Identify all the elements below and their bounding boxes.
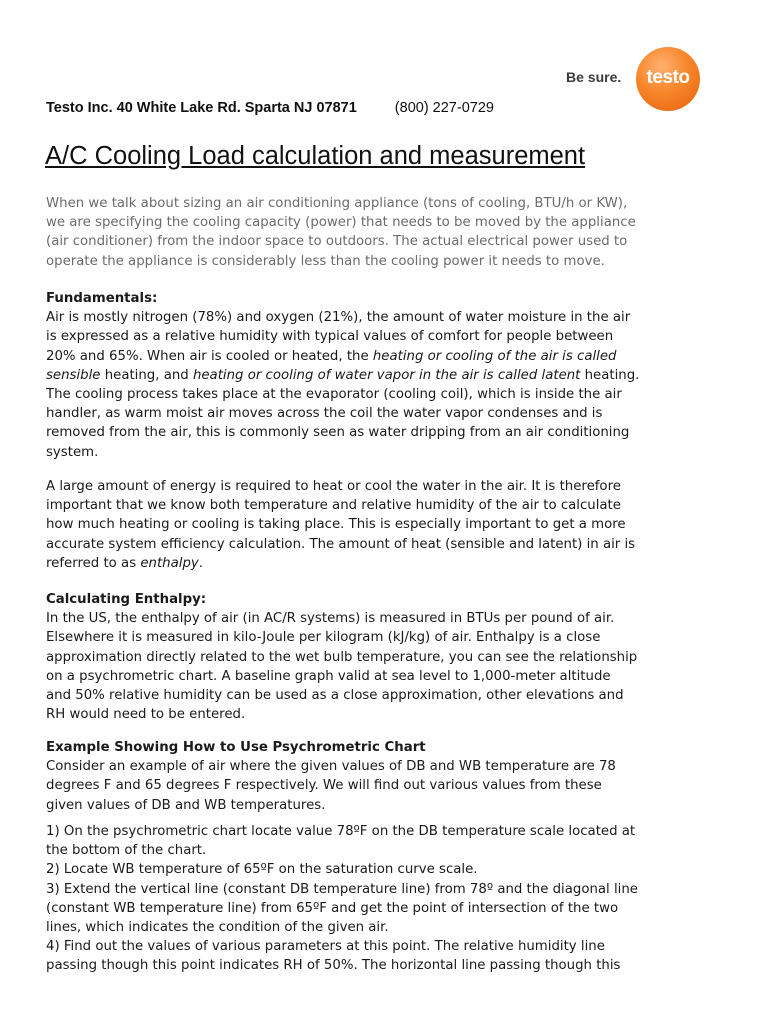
italic-text: heating or cooling of water vapor in the air is called latent	[192, 367, 581, 383]
step-line: 2) Locate WB temperature of 65ºF on the saturation curve scale.	[46, 862, 478, 878]
step-line: (constant WB temperature line) from 65ºF and get the point of intersection of the two	[46, 900, 619, 916]
step-line: the bottom of the chart.	[46, 843, 207, 859]
example-heading: Example Showing How to Use Psychrometric Chart	[46, 740, 426, 755]
step-line: 3) Extend the vertical line (constant DB temperature line) from 78º and the diagonal line	[46, 881, 638, 897]
enthalpy-section	[46, 590, 736, 724]
body-line: and 50% relative humidity can be used as a close approximation, other elevations and	[46, 688, 624, 704]
body-line: removed from the air, this is commonly seen as water dripping from an air conditioning	[46, 425, 630, 441]
fundamentals-heading: Fundamentals:	[46, 291, 158, 306]
body-line: degrees F and 65 degrees F respectively. We will find out various values from these	[46, 778, 602, 794]
body-line: given values of DB and WB temperatures.	[46, 797, 326, 813]
logo-brand: testo	[646, 67, 690, 88]
step-line: 1) On the psychrometric chart locate value 78ºF on the DB temperature scale located at	[46, 824, 636, 839]
body-line: Elsewhere it is measured in kilo-Joule per kilogram (kJ/kg) of air. Enthalpy is a close	[46, 630, 601, 646]
body-line: how much heating or cooling is taking place. This is especially important to get a more	[46, 517, 626, 533]
body-line: is expressed as a relative humidity with typical values of comfort for people between	[46, 329, 614, 345]
example-section	[46, 738, 736, 815]
fundamentals-section	[46, 289, 736, 462]
enthalpy-heading: Calculating Enthalpy:	[46, 592, 207, 607]
company-phone: (800) 227-0729	[394, 100, 494, 116]
steps-list	[46, 822, 736, 976]
intro-line: operate the appliance is considerably less than the cooling power it needs to move.	[46, 253, 605, 269]
body-line: accurate system efficiency calculation. The amount of heat (sensible and latent) in air is	[46, 536, 636, 552]
logo-ball	[636, 47, 700, 111]
body-line: The cooling process takes place at the evaporator (cooling coil), which is inside the air	[46, 387, 622, 403]
page-title: A/C Cooling Load calculation and measurement	[45, 142, 586, 170]
body-line: In the US, the enthalpy of air (in AC/R systems) is measured in BTUs per pound of air.	[46, 611, 615, 627]
step-line: 4) Find out the values of various parameters at this point. The relative humidity line	[46, 939, 605, 955]
body-line: Consider an example of air where the given values of DB and WB temperature are 78	[46, 759, 616, 775]
company-address: Testo Inc. 40 White Lake Rd. Sparta NJ 07871	[46, 100, 357, 116]
body-line: system.	[46, 444, 99, 460]
body-line: RH would need to be entered.	[46, 707, 246, 723]
intro-paragraph	[46, 194, 726, 271]
step-line: passing though this point indicates RH of 50%. The horizontal line passing though this	[46, 958, 621, 974]
logo-tagline: Be sure.	[566, 69, 622, 85]
italic-text: sensible	[46, 367, 101, 383]
company-address-line	[46, 100, 494, 116]
body-line: 20% and 65%. When air is cooled or heated, the heating or cooling of the air is called	[46, 348, 617, 364]
body-line: handler, as warm moist air moves across the coil the water vapor condenses and is	[46, 406, 603, 422]
step-line: lines, which indicates the condition of the given air.	[46, 920, 389, 936]
body-line: important that we know both temperature and relative humidity of the air to calculate	[46, 498, 621, 514]
italic-text: enthalpy	[140, 555, 199, 571]
intro-line: (air conditioner) from the indoor space to outdoors. The actual electrical power used to	[46, 234, 628, 250]
body-line: approximation directly related to the wet bulb temperature, you can see the relationship	[46, 649, 638, 665]
body-line: Air is mostly nitrogen (78%) and oxygen (21%), the amount of water moisture in the air	[46, 310, 631, 326]
italic-text: heating or cooling of the air is called	[372, 348, 617, 364]
intro-line: we are specifying the cooling capacity (power) that needs to be moved by the appliance	[46, 215, 636, 231]
body-line: sensible heating, and heating or cooling of water vapor in the air is called latent heating.	[46, 367, 640, 383]
energy-paragraph	[46, 477, 736, 573]
testo-logo	[566, 47, 706, 111]
body-line: referred to as enthalpy.	[46, 555, 203, 571]
body-line: A large amount of energy is required to heat or cool the water in the air. It is therefore	[46, 479, 621, 494]
intro-line: When we talk about sizing an air conditioning appliance (tons of cooling, BTU/h or KW),	[46, 196, 628, 211]
body-line: on a psychrometric chart. A baseline graph valid at sea level to 1,000-meter altitude	[46, 668, 611, 684]
